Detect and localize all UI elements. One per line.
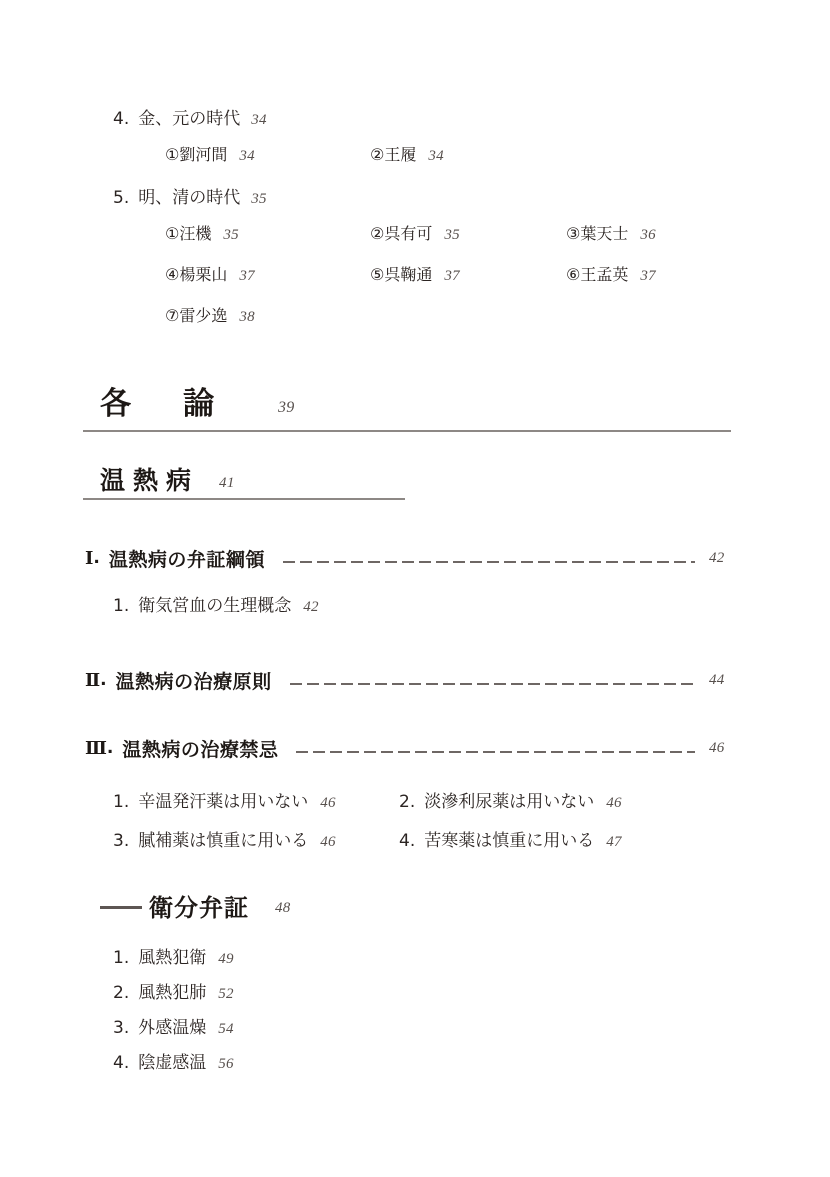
subchapter-page-number: 48 [275,899,291,916]
toc-subentry-row [0,221,830,262]
section-page-number: 46 [709,739,725,756]
item-number: 1. [113,792,130,812]
item-title: 辛温発汗薬は用いない [138,792,309,812]
subentry-page-number: 35 [444,227,460,243]
toc-item[interactable] [113,826,336,851]
toc-subentry-row [0,142,830,183]
section-page-number: 42 [709,549,725,566]
toc-subentry[interactable] [370,262,460,285]
item-page-number: 46 [320,834,336,850]
subentry-title: 葉天士 [580,224,629,243]
toc-item[interactable] [399,826,622,851]
item-number: 3. [113,1018,130,1038]
dot-leader [290,683,695,685]
item-number: 3. [113,831,130,851]
subentry-page-number: 37 [444,268,460,284]
item-title: 陰虚感温 [138,1053,207,1073]
section-title: 温熱病の治療原則 [115,670,272,693]
subentry-page-number: 34 [428,148,444,164]
toc-item[interactable] [113,1048,234,1073]
part-divider [83,430,731,432]
item-page-number: 47 [606,834,622,850]
item-number: 2. [113,983,130,1003]
toc-entry-4[interactable] [0,104,830,142]
toc-subentry[interactable] [566,262,656,285]
section-heading-2[interactable] [85,667,745,693]
subentry-page-number: 34 [239,148,255,164]
circled-number-icon: ⑤ [370,265,385,284]
toc-subentry[interactable] [165,262,255,285]
item-title: 風熱犯衛 [138,948,207,968]
item-page-number: 54 [218,1021,234,1037]
entry-title: 金、元の時代 [138,109,241,129]
section-numeral-dot: . [93,548,100,568]
section-page-number: 44 [709,671,725,688]
section-heading-1[interactable] [85,545,745,571]
chapter-heading[interactable] [0,461,830,499]
entry-number: 5. [113,188,130,208]
circled-number-icon: ② [370,224,385,243]
subchapter-title: 衛分弁証 [149,893,249,922]
toc-item[interactable] [113,978,234,1003]
section-numeral: Ⅰ [85,547,94,569]
toc-item[interactable] [113,943,234,968]
item-title: 膩補薬は慎重に用いる [138,831,309,851]
toc-subentry[interactable] [370,142,444,165]
part-page-number: 39 [278,399,295,416]
item-page-number: 46 [320,795,336,811]
toc-subentry[interactable] [566,221,656,244]
subentry-title: 汪機 [179,224,212,243]
chapter-title: 温熱病 [100,466,200,495]
section-title: 温熱病の弁証綱領 [108,548,265,571]
item-title: 外感温燥 [138,1018,207,1038]
toc-entry-5[interactable] [0,183,830,221]
circled-number-icon: ⑥ [566,265,581,284]
item-number: 2. [399,792,416,812]
item-number: 1. [113,948,130,968]
entry-title: 明、清の時代 [138,188,241,208]
item-page-number: 42 [303,599,319,615]
entry-number: 4. [113,109,130,129]
toc-subentry-row [0,303,830,344]
subentry-title: 呉有可 [384,224,433,243]
subchapter-heading[interactable] [0,888,830,922]
continued-list [0,104,830,344]
toc-item[interactable] [113,591,319,616]
section-numeral: Ⅱ [85,669,101,691]
item-title: 淡滲利尿薬は用いない [424,792,595,812]
item-number: 4. [113,1053,130,1073]
toc-subentry[interactable] [165,303,255,326]
item-title: 衛気営血の生理概念 [138,596,292,616]
subentry-title: 呉鞠通 [384,265,433,284]
subentry-title: 劉河間 [179,145,228,164]
em-dash-icon [100,906,142,909]
subentry-title: 雷少逸 [179,306,228,325]
entry-page-number: 34 [251,112,267,128]
subentry-title: 王孟英 [580,265,629,284]
circled-number-icon: ② [370,145,385,164]
item-title: 苦寒薬は慎重に用いる [424,831,595,851]
section-title: 温熱病の治療禁忌 [122,738,279,761]
item-page-number: 56 [218,1056,234,1072]
subentry-page-number: 37 [640,268,656,284]
toc-item[interactable] [399,787,622,812]
subentry-page-number: 35 [223,227,239,243]
part-title: 各論 [100,386,266,422]
chapter-divider [83,498,405,500]
circled-number-icon: ⑦ [165,306,180,325]
toc-subentry-row [0,262,830,303]
item-page-number: 49 [218,951,234,967]
dot-leader [296,751,695,753]
subentry-page-number: 38 [239,309,255,325]
entry-page-number: 35 [251,191,267,207]
item-page-number: 52 [218,986,234,1002]
chapter-page-number: 41 [219,475,235,491]
toc-subentry[interactable] [370,221,460,244]
circled-number-icon: ④ [165,265,180,284]
toc-item[interactable] [113,1013,234,1038]
toc-subentry[interactable] [165,142,255,165]
item-number: 1. [113,596,130,616]
circled-number-icon: ① [165,145,180,164]
subentry-page-number: 36 [640,227,656,243]
item-number: 4. [399,831,416,851]
part-heading[interactable] [0,378,830,428]
section-numeral: Ⅲ [85,737,107,759]
subentry-title: 王履 [384,145,417,164]
section-heading-3[interactable] [85,735,745,761]
dot-leader [283,561,695,563]
section-numeral-dot: . [106,738,114,758]
circled-number-icon: ③ [566,224,581,243]
toc-item[interactable] [113,787,336,812]
subentry-title: 楊栗山 [179,265,228,284]
circled-number-icon: ① [165,224,180,243]
item-page-number: 46 [606,795,622,811]
item-title: 風熱犯肺 [138,983,207,1003]
toc-subentry[interactable] [165,221,239,244]
section-numeral-dot: . [100,670,107,690]
subentry-page-number: 37 [239,268,255,284]
